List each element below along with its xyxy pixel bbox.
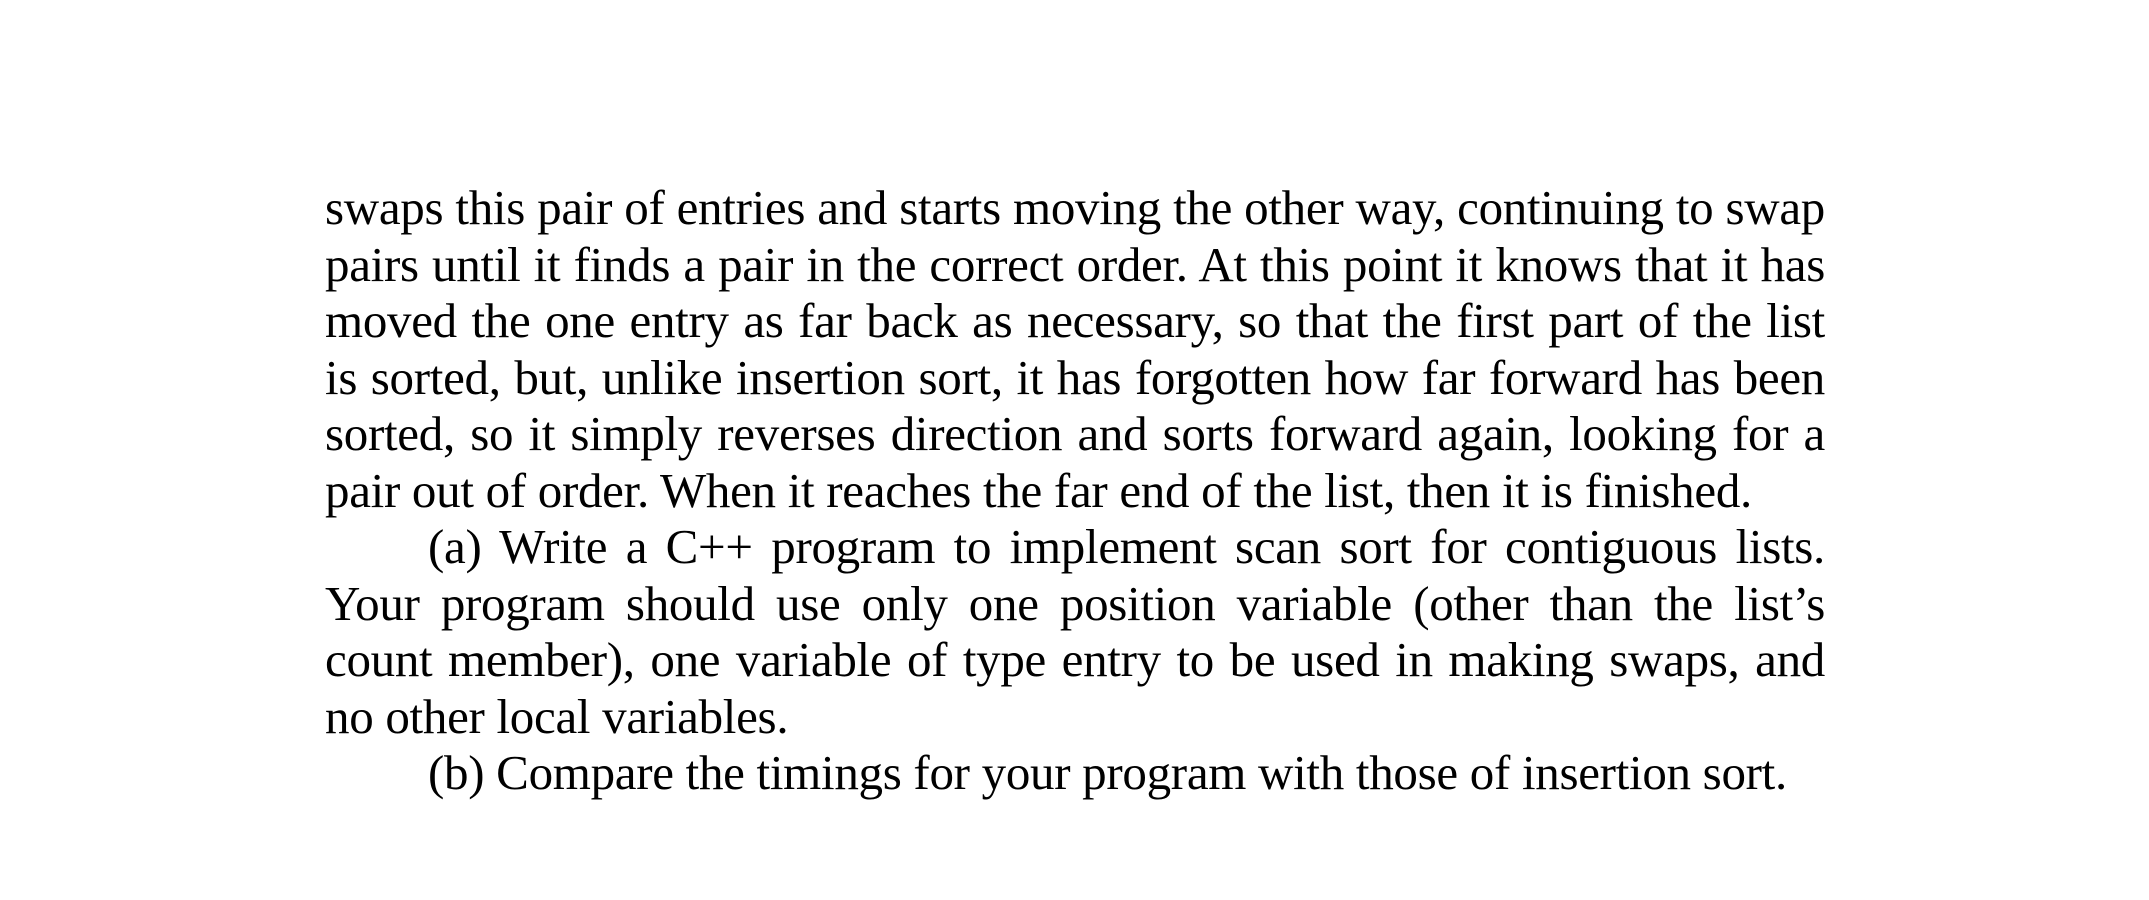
paragraph-exercise-b: (b) Compare the timings for your program with those of insertion sort. [428, 745, 1787, 800]
paragraph-scan-sort-description: swaps this pair of entries and starts moving the other way, continuing to swap pairs until it finds a pair in the correct order. At this point it knows that it has moved the one entry as far back as necessary, so that the first part of the list is sorted, but, unlike insertion sort, it has forgotten how far forward has been sorted, so it simply reverses direction and sorts forward again, looking for a pair out of order. When it reaches the far end of the list, then it is finished. [325, 180, 1825, 518]
paragraph-exercise-a: (a) Write a C++ program to implement scan sort for contiguous lists. Your program should use only one position variable (other than the list’s count member), one variable of type entry to be used in making swaps, and no other local variables. [325, 519, 1825, 744]
body-text [325, 180, 1825, 802]
